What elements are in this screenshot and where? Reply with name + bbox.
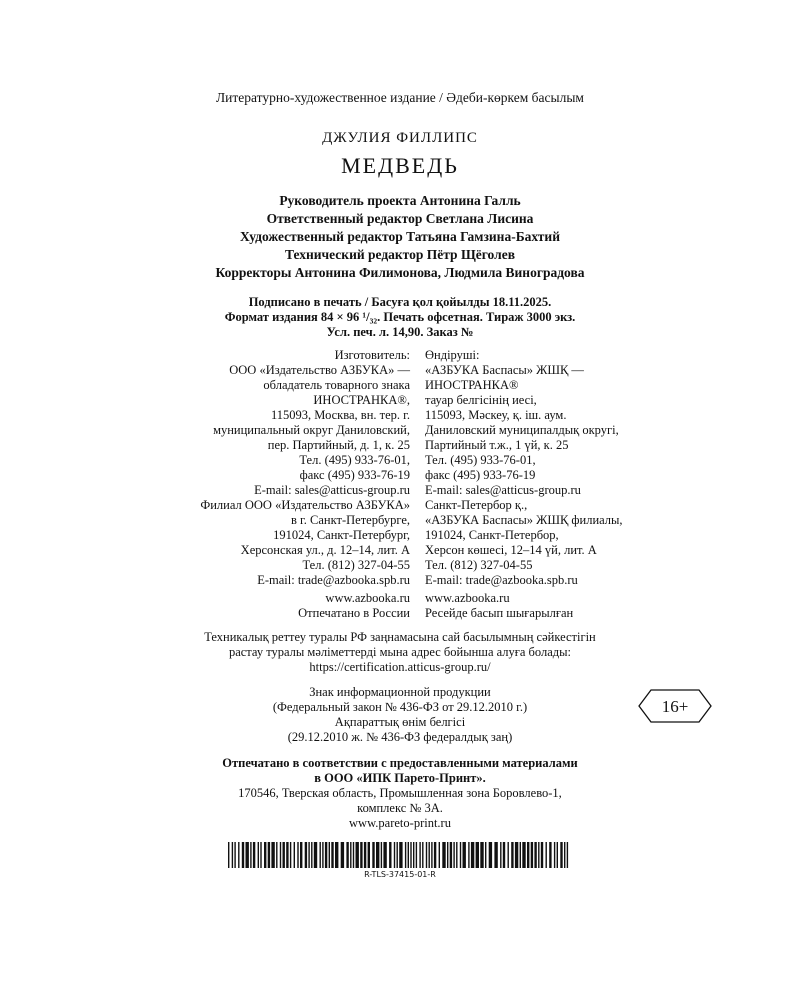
barcode-bar — [520, 842, 521, 868]
barcode-bar — [238, 842, 239, 868]
imprint-right-line: Партийный т.ж., 1 үй, к. 25 — [425, 438, 569, 452]
imprint-left-line: Изготовитель: — [334, 348, 410, 362]
barcode-bar — [271, 842, 274, 868]
imprint-right-line: Тел. (812) 327-04-55 — [425, 558, 533, 572]
barcode-bar — [410, 842, 411, 868]
barcode-bar — [264, 842, 266, 868]
barcode-bar — [364, 842, 366, 868]
imprint-right-line: www.azbooka.ru — [425, 591, 510, 605]
barcode-bar — [331, 842, 333, 868]
print-info-line: Подписано в печать / Басуға қол қойылды 18.11.2025. — [248, 295, 552, 309]
barcode-bar — [439, 842, 440, 868]
barcode-bar — [508, 842, 509, 868]
barcode-bar — [389, 842, 391, 868]
barcode-bar — [260, 842, 261, 868]
barcode-bar — [480, 842, 483, 868]
barcode-bar — [456, 842, 457, 868]
barcode-bar — [228, 842, 229, 868]
barcode-bar — [325, 842, 327, 868]
barcode-bar — [376, 842, 379, 868]
barcode-bar — [549, 842, 551, 868]
barcode-bar — [442, 842, 445, 868]
barcode-bar — [511, 842, 513, 868]
genre-line: Литературно-художественное издание / Әдеби-көркем басылым — [216, 90, 584, 105]
barcode-bar — [560, 842, 562, 868]
barcode-bar — [463, 842, 466, 868]
barcode-bar — [453, 842, 454, 868]
imprint-right-line: факс (495) 933-76-19 — [425, 468, 536, 482]
print-info-line: Формат издания 84 × 96 ¹/₃₂. Печать офсетная. Тираж 3000 экз. — [224, 310, 576, 324]
barcode-bar — [394, 842, 395, 868]
barcode-bar — [419, 842, 420, 868]
imprint-right-line: «АЗБУКА Баспасы» ЖШҚ — — [425, 363, 584, 377]
barcode-bar — [538, 842, 539, 868]
certification-line: Техникалық реттеу туралы РФ заңнамасына сай басылымның сәйкестігін — [204, 630, 596, 644]
barcode-bar — [353, 842, 354, 868]
barcode-bar — [534, 842, 536, 868]
age-rating-text: 16+ — [661, 697, 689, 716]
barcode-bar — [305, 842, 307, 868]
barcode-bar — [468, 842, 469, 868]
staff-line: Ответственный редактор Светлана Лисина — [266, 211, 534, 226]
staff-line: Руководитель проекта Антонина Галль — [279, 193, 521, 208]
barcode-bar — [341, 842, 344, 868]
barcode-bar — [242, 842, 244, 868]
barcode-bar — [250, 842, 251, 868]
barcode-bar — [503, 842, 505, 868]
barcode-bar — [335, 842, 338, 868]
imprint-left-line: обладатель товарного знака — [263, 378, 410, 392]
barcode-bar — [564, 842, 565, 868]
printer-url: www.pareto-print.ru — [349, 816, 451, 830]
barcode-bar — [494, 842, 497, 868]
barcode-bar — [500, 842, 501, 868]
barcode-bar — [290, 842, 291, 868]
barcode-bar — [311, 842, 312, 868]
barcode-bar — [258, 842, 259, 868]
imprint-left-line: пер. Партийный, д. 1, к. 25 — [267, 438, 410, 452]
imprint-right-line: 191024, Санкт-Петербор, — [425, 528, 559, 542]
imprint-right-line: E-mail: trade@azbooka.spb.ru — [425, 573, 578, 587]
imprint-right-line: Санкт-Петербор қ., — [425, 498, 528, 512]
barcode-bar — [372, 842, 374, 868]
imprint-left-line: Херсонская ул., д. 12–14, лит. А — [240, 543, 410, 557]
barcode-bar — [246, 842, 249, 868]
barcode-bar — [434, 842, 436, 868]
imprint-right-line: Тел. (495) 933-76-01, — [425, 453, 536, 467]
barcode-bar — [554, 842, 555, 868]
barcode-bar — [405, 842, 406, 868]
barcode-bar — [567, 842, 568, 868]
imprint-right-line: тауар белгісінің иесі, — [425, 393, 537, 407]
imprint-right-line: Херсон көшесі, 12–14 үй, лит. А — [425, 543, 597, 557]
barcode-bar — [527, 842, 529, 868]
barcode-bar — [531, 842, 533, 868]
barcode-bar — [476, 842, 479, 868]
barcode-code: R-TLS-37415-01-R — [364, 870, 436, 879]
barcode-bar — [300, 842, 302, 868]
barcode-bar — [541, 842, 543, 868]
imprint-left-line: ИНОСТРАНКА®, — [313, 393, 410, 407]
imprint-left-line: 115093, Москва, вн. тер. г. — [270, 408, 410, 422]
age-rating-badge — [637, 688, 713, 724]
imprint-left-line: факс (495) 933-76-19 — [299, 468, 410, 482]
barcode-bar — [381, 842, 382, 868]
imprint-left-line: 191024, Санкт-Петербург, — [273, 528, 410, 542]
print-info-line: Усл. печ. л. 14,90. Заказ № — [326, 325, 474, 339]
book-title: МЕДВЕДЬ — [341, 153, 459, 178]
barcode-graphic — [228, 842, 572, 868]
imprint-left-line: муниципальный округ Даниловский, — [213, 423, 410, 437]
imprint-left-line: www.azbooka.ru — [325, 591, 410, 605]
printer-line: комплекс № 3А. — [357, 801, 443, 815]
imprint-left-line: Филиал ООО «Издательство АЗБУКА» — [200, 498, 410, 512]
staff-line: Корректоры Антонина Филимонова, Людмила Виноградова — [215, 265, 585, 280]
barcode-bar — [253, 842, 255, 868]
info-sign-line: (29.12.2010 ж. № 436-ФЗ федералдық заң) — [287, 730, 513, 744]
barcode-bar — [471, 842, 474, 868]
barcode-bar — [413, 842, 414, 868]
imprint-right-line: Ресейде басып шығарылған — [425, 606, 574, 620]
barcode-bar — [397, 842, 398, 868]
imprint-left-line: ООО «Издательство АЗБУКА» — — [229, 363, 410, 377]
barcode-bar — [489, 842, 492, 868]
barcode-bar — [515, 842, 518, 868]
barcode-bar — [283, 842, 285, 868]
info-sign-line: (Федеральный закон № 436-ФЗ от 29.12.2010 г.) — [272, 700, 528, 714]
barcode-bar — [329, 842, 330, 868]
barcode-bar — [350, 842, 351, 868]
barcode-bar — [399, 842, 402, 868]
staff-line: Технический редактор Пётр Щёголев — [285, 247, 515, 262]
imprint-left-line: E-mail: trade@azbooka.spb.ru — [257, 573, 410, 587]
barcode-bar — [286, 842, 288, 868]
imprint-right-line: «АЗБУКА Баспасы» ЖШҚ филиалы, — [425, 513, 623, 527]
barcode-bar — [356, 842, 359, 868]
barcode-bar — [322, 842, 323, 868]
imprint-left-line: в г. Санкт-Петербурге, — [291, 513, 410, 527]
barcode-bar — [546, 842, 547, 868]
barcode-bar — [232, 842, 233, 868]
barcode-bar — [408, 842, 409, 868]
barcode-bar — [426, 842, 427, 868]
printer-line: Отпечатано в соответствии с предоставленными материалами — [222, 756, 578, 770]
staff-line: Художественный редактор Татьяна Гамзина-Бахтий — [240, 229, 560, 244]
barcode-bar — [447, 842, 448, 868]
barcode-bar — [320, 842, 321, 868]
imprint-left-line: E-mail: sales@atticus-group.ru — [254, 483, 410, 497]
imprint-left-line: Тел. (812) 327-04-55 — [302, 558, 410, 572]
barcode-bar — [383, 842, 386, 868]
barcode-bar — [346, 842, 348, 868]
barcode-bar — [485, 842, 486, 868]
certification-url: https://certification.atticus-group.ru/ — [309, 660, 491, 674]
barcode-bar — [294, 842, 295, 868]
barcode-bar — [450, 842, 452, 868]
imprint-left-line: Тел. (495) 933-76-01, — [299, 453, 410, 467]
barcode-bar — [431, 842, 432, 868]
barcode-bar — [360, 842, 362, 868]
imprint-right-line: 115093, Мәскеу, қ. іш. аум. — [425, 408, 567, 422]
imprint-right-line: E-mail: sales@atticus-group.ru — [425, 483, 581, 497]
barcode-bar — [368, 842, 370, 868]
info-sign-line: Ақпараттық өнім белгісі — [334, 715, 466, 729]
info-sign-line: Знак информационной продукции — [309, 685, 491, 699]
barcode-bar — [268, 842, 270, 868]
barcode-bar — [460, 842, 461, 868]
barcode-bar — [422, 842, 423, 868]
printer-line: в ООО «ИПК Парето-Принт». — [314, 771, 486, 785]
printer-line: 170546, Тверская область, Промышленная зона Боровлево-1, — [238, 786, 562, 800]
barcode-bar — [280, 842, 281, 868]
author-name: ДЖУЛИЯ ФИЛЛИПС — [322, 130, 478, 146]
barcode-bar — [297, 842, 298, 868]
imprint-left-line: Отпечатано в России — [298, 606, 410, 620]
barcode-bar — [308, 842, 309, 868]
imprint-right-line: Өндіруші: — [425, 348, 480, 362]
barcode-bar — [234, 842, 235, 868]
imprint-right-line: Даниловский муниципалдық округі, — [425, 423, 619, 437]
barcode-bar — [416, 842, 417, 868]
certification-line: растау туралы мәліметтерді мына адрес бойынша алуға болады: — [228, 645, 572, 659]
barcode-bar — [276, 842, 277, 868]
barcode-bar — [429, 842, 430, 868]
imprint-right-line: ИНОСТРАНКА® — [425, 378, 519, 392]
barcode-bar — [522, 842, 525, 868]
barcode-bar — [314, 842, 317, 868]
barcode-bar — [557, 842, 558, 868]
